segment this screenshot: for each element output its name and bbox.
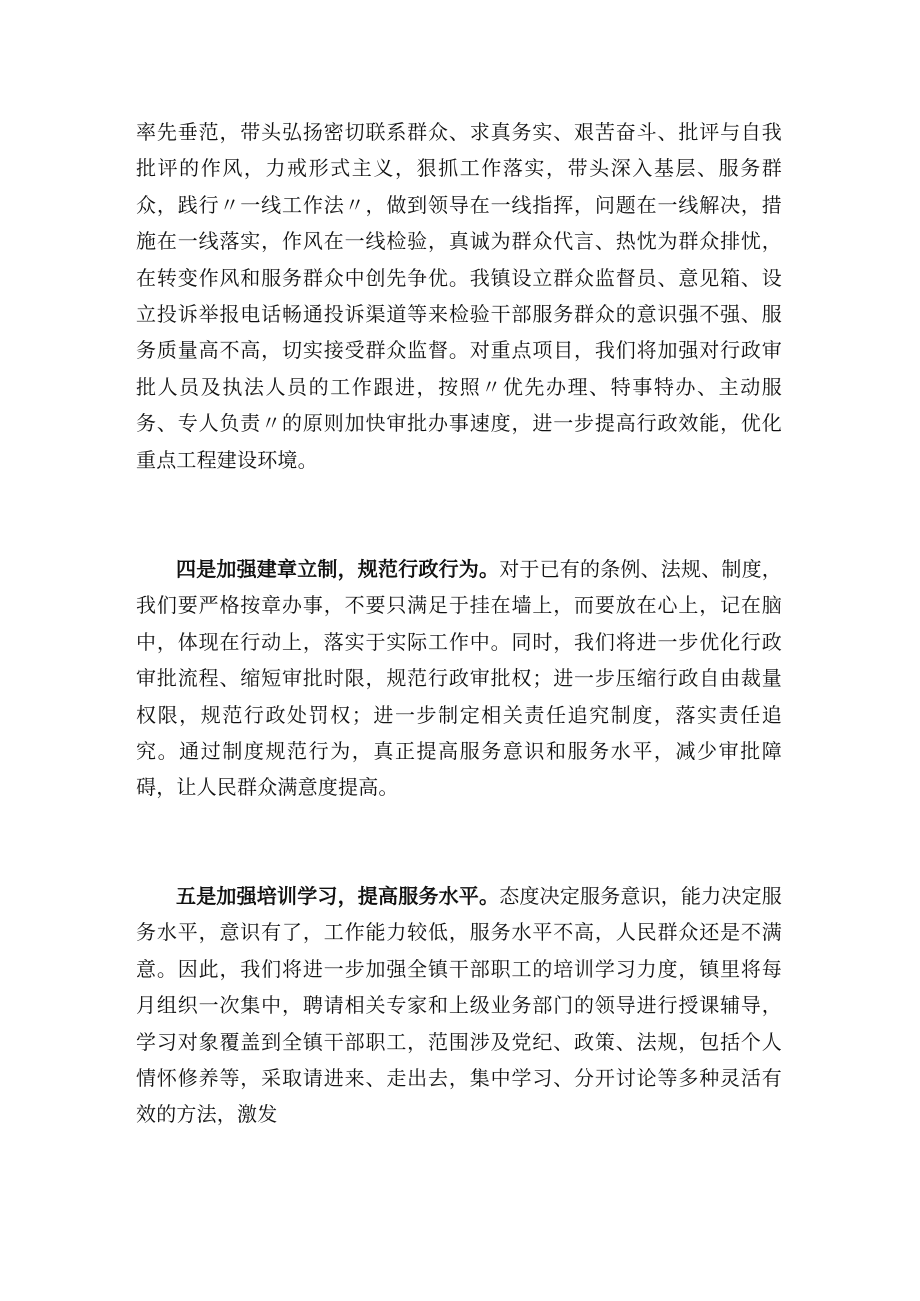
paragraph-text: 态度决定服务意识，能力决定服务水平，意识有了，工作能力较低，服务水平不高，人民群众还是不满意。因此，我们将进一步加强全镇干部职工的培训学习力度，镇里将每月组织一次集中，聘请相关专家和上级业务部门的领导进行授课辅导，学习对象覆盖到全镇干部职工，范围涉及党纪、政策、法规，包括个人情怀修养等，采取请进来、走出去，集中学习、分开讨论等多种灵活有效的方法，激发: [136, 884, 783, 1127]
paragraph-continued: [136, 114, 782, 478]
section-heading: 四是加强建章立制，规范行政行为。: [176, 557, 500, 581]
paragraph-section-four: [136, 551, 782, 806]
paragraph-text: 率先垂范，带头弘扬密切联系群众、求真务实、艰苦奋斗、批评与自我批评的作风，力戒形式主义，狠抓工作落实，带头深入基层、服务群众，践行〃一线工作法〃，做到领导在一线指挥，问题在一线解决，措施在一线落实，作风在一线检验，真诚为群众代言、热忱为群众排忧，在转变作风和服务群众中创先争优。我镇设立群众监督员、意见箱、设立投诉举报电话畅通投诉渠道等来检验干部服务群众的意识强不强、服务质量高不高，切实接受群众监督。对重点项目，我们将加强对行政审批人员及执法人员的工作跟进，按照〃优先办理、特事特办、主动服务、专人负责〃的原则加快审批办事速度，进一步提高行政效能，优化重点工程建设环境。: [136, 120, 782, 472]
paragraph-section-five: [136, 878, 782, 1133]
section-heading: 五是加强培训学习，提高服务水平。: [176, 884, 500, 908]
paragraph-text: 对于已有的条例、法规、制度，我们要严格按章办事，不要只满足于挂在墙上，而要放在心上，记在脑中，体现在行动上，落实于实际工作中。同时，我们将进一步优化行政审批流程、缩短审批时限，规范行政审批权；进一步压缩行政自由裁量权限，规范行政处罚权；进一步制定相关责任追究制度，落实责任追究。通过制度规范行为，真正提高服务意识和服务水平，减少审批障碍，让人民群众满意度提高。: [136, 557, 783, 800]
